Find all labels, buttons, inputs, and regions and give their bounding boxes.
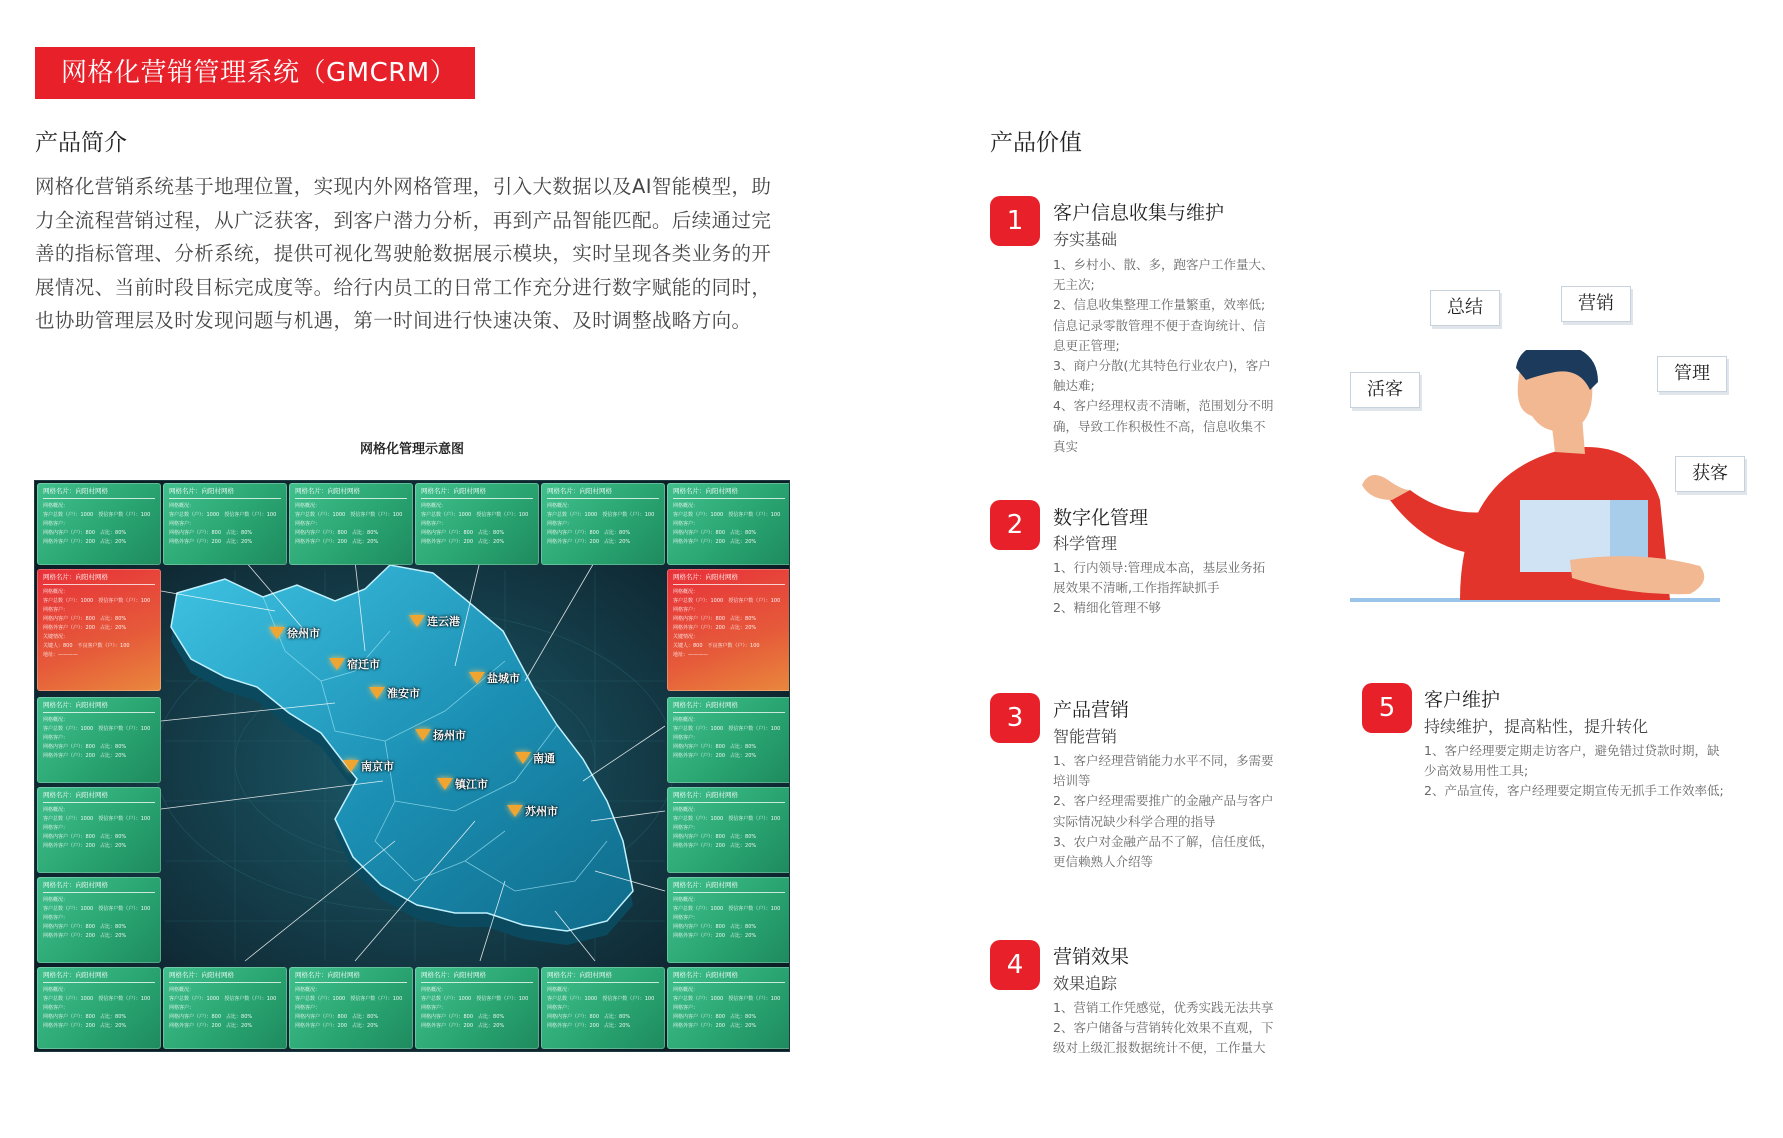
grid-card-line: 网格外客户（户）：200 占比：20% [43, 843, 127, 849]
grid-card-line: 网格客户： [673, 1005, 699, 1011]
grid-card-title: 网格名片：向阳村网格 [421, 971, 533, 983]
value-description [1053, 255, 1313, 457]
grid-card-title: 网格名片：向阳村网格 [295, 487, 407, 499]
grid-card-line: 客户总数（户）：1000 授信客户数（户）：100 [43, 726, 151, 732]
city-label: 南京市 [361, 760, 394, 773]
grid-card-title: 网格名片：向阳村网格 [673, 487, 785, 499]
grid-card-line: 网格概况： [43, 503, 69, 509]
grid-card [667, 967, 790, 1049]
description-line: 触达难; [1053, 378, 1095, 394]
grid-card-title: 网格名片：向阳村网格 [673, 971, 785, 983]
value-subtitle: 科学管理 [1053, 534, 1118, 553]
grid-card-line: 关键情况： [43, 634, 69, 640]
value-title: 客户维护 [1424, 689, 1501, 711]
city-marker-icon [469, 672, 485, 684]
description-line: 1、乡村小、散、多，跑客户工作量大、 [1053, 257, 1274, 272]
grid-card-line: 网格概况： [43, 807, 69, 813]
grid-card-line: 网格概况： [43, 717, 69, 723]
city-label: 镇江市 [455, 778, 488, 791]
grid-card [37, 697, 161, 783]
grid-card-line: 网格客户： [43, 607, 69, 613]
grid-card-line: 网格外客户（户）：200 占比：20% [43, 539, 127, 545]
value-subtitle: 夯实基础 [1053, 230, 1118, 249]
grid-card [667, 697, 790, 783]
grid-card-line: 客户总数（户）：1000 授信客户数（户）：100 [43, 816, 151, 822]
grid-card [163, 483, 287, 565]
grid-card-line: 网格内客户（户）：800 占比：80% [43, 530, 127, 536]
grid-card-line: 网格外客户（户）：200 占比：20% [43, 753, 127, 759]
city-label: 宿迁市 [347, 658, 380, 671]
grid-card-line: 客户总数（户）：1000 授信客户数（户）：100 [295, 512, 403, 518]
grid-card-line: 客户总数（户）：1000 授信客户数（户）：100 [43, 512, 151, 518]
grid-card [163, 967, 287, 1049]
grid-card-line: 网格内客户（户）：800 占比：80% [673, 530, 757, 536]
grid-card [289, 483, 413, 565]
city-label: 盐城市 [487, 672, 520, 685]
grid-card [415, 483, 539, 565]
grid-card-line: 网格客户： [421, 1005, 447, 1011]
grid-card-title: 网格名片：向阳村网格 [547, 971, 659, 983]
grid-card-line: 网格内客户（户）：800 占比：80% [673, 924, 757, 930]
description-line: 1、营销工作凭感觉，优秀实践无法共享 [1053, 1000, 1274, 1015]
grid-card-line: 客户总数（户）：1000 授信客户数（户）：100 [673, 598, 781, 604]
grid-card-line: 网格客户： [43, 825, 69, 831]
grid-card-line: 网格概况： [295, 503, 321, 509]
value-description [1053, 558, 1313, 619]
grid-card-line: 网格内客户（户）：800 占比：80% [673, 834, 757, 840]
grid-card-line: 网格概况： [673, 589, 699, 595]
grid-card-line: 网格内客户（户）：800 占比：80% [673, 1014, 757, 1020]
grid-card-line: 网格内客户（户）：800 占比：80% [43, 616, 127, 622]
grid-card [667, 787, 790, 873]
grid-card-line: 网格概况： [169, 503, 195, 509]
grid-card-line: 地址：———— [673, 652, 709, 658]
grid-card-line: 网格客户： [43, 915, 69, 921]
grid-card-line: 网格外客户（户）：200 占比：20% [169, 539, 253, 545]
grid-card-title: 网格名片：向阳村网格 [43, 881, 155, 893]
value-description [1424, 741, 1764, 802]
grid-card-line: 网格内客户（户）：800 占比：80% [43, 924, 127, 930]
grid-card-line: 网格概况： [673, 717, 699, 723]
grid-card-line: 网格外客户（户）：200 占比：20% [169, 1023, 253, 1029]
grid-card-line: 网格内客户（户）：800 占比：80% [547, 1014, 631, 1020]
grid-card-title: 网格名片：向阳村网格 [43, 701, 155, 713]
grid-card-line: 客户总数（户）：1000 授信客户数（户）：100 [169, 512, 277, 518]
description-line: 真实 [1053, 438, 1079, 454]
description-line: 级对上级汇报数据统计不便，工作量大 [1053, 1040, 1266, 1056]
description-line: 实际情况缺少科学合理的指导 [1053, 813, 1216, 829]
grid-card-line: 网格客户： [295, 1005, 321, 1011]
grid-card-alert [667, 569, 790, 691]
value-description [1053, 751, 1313, 872]
grid-card-line: 客户总数（户）：1000 授信客户数（户）：100 [673, 726, 781, 732]
city-marker-icon [269, 627, 285, 639]
grid-card-line: 网格客户： [169, 1005, 195, 1011]
grid-card-line: 网格内客户（户）：800 占比：80% [547, 530, 631, 536]
grid-card-line: 网格客户： [673, 521, 699, 527]
grid-card-line: 网格客户： [295, 521, 321, 527]
value-subtitle: 效果追踪 [1053, 974, 1118, 993]
grid-card-line: 网格外客户（户）：200 占比：20% [295, 539, 379, 545]
city-label: 淮安市 [387, 687, 420, 700]
grid-card-line: 网格外客户（户）：200 占比：20% [673, 753, 757, 759]
grid-card-line: 客户总数（户）：1000 授信客户数（户）：100 [43, 906, 151, 912]
description-line: 2、客户储备与营销转化效果不直观，下 [1053, 1020, 1274, 1036]
description-line: 3、商户分散(尤其特色行业农户)，客户 [1053, 358, 1271, 374]
grid-card-line: 网格客户： [547, 521, 573, 527]
description-line: 2、精细化管理不够 [1053, 600, 1161, 616]
description-line: 培训等 [1053, 773, 1091, 789]
grid-card-line: 网格客户： [43, 735, 69, 741]
grid-card-title: 网格名片：向阳村网格 [673, 791, 785, 803]
grid-card [37, 483, 161, 565]
city-marker-icon [437, 778, 453, 790]
description-line: 1、客户经理营销能力水平不同，多需要 [1053, 753, 1274, 768]
grid-card-title: 网格名片：向阳村网格 [169, 487, 281, 499]
grid-card-line: 网格概况： [43, 987, 69, 993]
grid-card-line: 关键人：800 不良客户数（户）：100 [673, 643, 760, 649]
grid-card-line: 网格概况： [421, 987, 447, 993]
grid-card [541, 483, 665, 565]
grid-card-title: 网格名片：向阳村网格 [673, 573, 785, 585]
grid-card-line: 网格客户： [547, 1005, 573, 1011]
intro-heading: 产品简介 [35, 130, 127, 156]
grid-card [37, 787, 161, 873]
tag-acquire-customer: 获客 [1675, 456, 1745, 492]
value-number-badge: 5 [1362, 683, 1412, 733]
map-caption: 网格化管理示意图 [359, 442, 464, 457]
description-line: 2、产品宣传，客户经理要定期宣传无抓手工作效率低; [1424, 783, 1724, 799]
grid-card-line: 网格内客户（户）：800 占比：80% [421, 1014, 505, 1020]
grid-card-line: 网格概况： [43, 897, 69, 903]
city-label: 扬州市 [433, 729, 466, 742]
value-title: 营销效果 [1053, 946, 1130, 968]
grid-card-line: 网格概况： [673, 503, 699, 509]
grid-card-line: 网格内客户（户）：800 占比：80% [169, 1014, 253, 1020]
grid-card-line: 客户总数（户）：1000 授信客户数（户）：100 [673, 906, 781, 912]
grid-card-line: 网格外客户（户）：200 占比：20% [673, 539, 757, 545]
city-label: 南通 [533, 752, 555, 765]
description-line: 展效果不清晰,工作指挥缺抓手 [1053, 580, 1220, 596]
grid-card-line: 客户总数（户）：1000 授信客户数（户）：100 [421, 512, 529, 518]
grid-card [541, 967, 665, 1049]
grid-card-line: 客户总数（户）：1000 授信客户数（户）：100 [673, 816, 781, 822]
grid-card-line: 客户总数（户）：1000 授信客户数（户）：100 [43, 996, 151, 1002]
grid-card-line: 客户总数（户）：1000 授信客户数（户）：100 [547, 512, 655, 518]
city-marker-icon [409, 615, 425, 627]
grid-card-line: 网格外客户（户）：200 占比：20% [43, 1023, 127, 1029]
grid-card-line: 网格客户： [43, 1005, 69, 1011]
grid-card-line: 网格概况： [43, 589, 69, 595]
grid-map-figure [34, 480, 790, 1052]
grid-card-line: 网格外客户（户）：200 占比：20% [547, 539, 631, 545]
grid-card-line: 网格客户： [673, 915, 699, 921]
grid-card-line: 网格内客户（户）：800 占比：80% [169, 530, 253, 536]
grid-card-line: 网格客户： [673, 825, 699, 831]
city-marker-icon [507, 805, 523, 817]
tag-summary: 总结 [1430, 290, 1500, 326]
description-line: 信息记录零散管理不便于查询统计、信 [1053, 317, 1266, 333]
grid-card-line: 网格内客户（户）：800 占比：80% [43, 1014, 127, 1020]
grid-card-line: 关键情况： [673, 634, 699, 640]
grid-card-line: 网格外客户（户）：200 占比：20% [673, 843, 757, 849]
value-number-badge: 4 [990, 940, 1040, 990]
grid-card-line: 客户总数（户）：1000 授信客户数（户）：100 [673, 512, 781, 518]
description-line: 息更正管理; [1053, 337, 1120, 353]
grid-card-title: 网格名片：向阳村网格 [673, 881, 785, 893]
tag-activate-customer: 活客 [1350, 372, 1420, 408]
grid-card-line: 网格外客户（户）：200 占比：20% [295, 1023, 379, 1029]
page-title-banner: 网格化营销管理系统（GMCRM） [35, 47, 475, 99]
city-marker-icon [343, 760, 359, 772]
grid-card-line: 网格内客户（户）：800 占比：80% [673, 616, 757, 622]
grid-card [667, 483, 790, 565]
grid-card-line: 客户总数（户）：1000 授信客户数（户）：100 [43, 598, 151, 604]
tag-management: 管理 [1657, 356, 1727, 392]
description-line: 3、农户对金融产品不了解，信任度低， [1053, 833, 1274, 849]
grid-card-title: 网格名片：向阳村网格 [421, 487, 533, 499]
description-line: 2、客户经理需要推广的金融产品与客户 [1053, 793, 1274, 809]
grid-card-line: 客户总数（户）：1000 授信客户数（户）：100 [673, 996, 781, 1002]
grid-card-title: 网格名片：向阳村网格 [295, 971, 407, 983]
grid-card-line: 网格概况： [295, 987, 321, 993]
grid-card [37, 877, 161, 963]
grid-card-line: 网格外客户（户）：200 占比：20% [547, 1023, 631, 1029]
value-title: 客户信息收集与维护 [1053, 202, 1225, 224]
city-marker-icon [415, 729, 431, 741]
grid-card-title: 网格名片：向阳村网格 [43, 791, 155, 803]
grid-card-line: 网格外客户（户）：200 占比：20% [673, 1023, 757, 1029]
description-line: 少高效易用性工具; [1424, 763, 1529, 779]
grid-card-line: 客户总数（户）：1000 授信客户数（户）：100 [295, 996, 403, 1002]
city-label: 徐州市 [287, 627, 320, 640]
tag-marketing: 营销 [1561, 286, 1631, 322]
description-line: 无主次; [1053, 277, 1095, 293]
grid-card-line: 网格客户： [673, 607, 699, 613]
grid-card-line: 网格概况： [421, 503, 447, 509]
description-line: 1、客户经理要定期走访客户，避免错过贷款时期，缺 [1424, 743, 1720, 758]
grid-card [289, 967, 413, 1049]
grid-card-line: 网格概况： [673, 807, 699, 813]
grid-card-line: 网格概况： [673, 987, 699, 993]
grid-card-line: 网格内客户（户）：800 占比：80% [421, 530, 505, 536]
grid-card-line: 网格外客户（户）：200 占比：20% [673, 625, 757, 631]
grid-card-line: 网格外客户（户）：200 占比：20% [43, 625, 127, 631]
grid-card-line: 网格概况： [547, 987, 573, 993]
description-line: 确，导致工作积极性不高，信息收集不 [1053, 418, 1266, 434]
value-number-badge: 3 [990, 693, 1040, 743]
grid-card-alert [37, 569, 161, 691]
grid-card-title: 网格名片：向阳村网格 [169, 971, 281, 983]
grid-card [667, 877, 790, 963]
grid-card-line: 网格内客户（户）：800 占比：80% [295, 1014, 379, 1020]
city-label: 苏州市 [525, 805, 558, 818]
value-subtitle: 持续维护，提高粘性，提升转化 [1424, 717, 1649, 736]
grid-card-line: 客户总数（户）：1000 授信客户数（户）：100 [421, 996, 529, 1002]
grid-card-line: 网格概况： [169, 987, 195, 993]
value-heading: 产品价值 [990, 130, 1082, 156]
grid-card-line: 网格内客户（户）：800 占比：80% [673, 744, 757, 750]
description-line: 2、信息收集整理工作量繁重，效率低; [1053, 297, 1266, 313]
value-number-badge: 1 [990, 196, 1040, 246]
grid-card-title: 网格名片：向阳村网格 [43, 971, 155, 983]
grid-card-line: 地址：———— [43, 652, 79, 658]
grid-card-line: 网格内客户（户）：800 占比：80% [43, 834, 127, 840]
description-line: 4、客户经理权责不清晰，范围划分不明 [1053, 398, 1274, 414]
value-description [1053, 998, 1313, 1059]
grid-card-line: 网格客户： [421, 521, 447, 527]
grid-card-line: 客户总数（户）：1000 授信客户数（户）：100 [169, 996, 277, 1002]
grid-card-line: 网格客户： [43, 521, 69, 527]
grid-card-line: 网格外客户（户）：200 占比：20% [421, 1023, 505, 1029]
grid-card-line: 网格内客户（户）：800 占比：80% [43, 744, 127, 750]
grid-card-line: 网格内客户（户）：800 占比：80% [295, 530, 379, 536]
description-line: 更信赖熟人介绍等 [1053, 854, 1154, 870]
value-title: 数字化管理 [1053, 507, 1149, 529]
grid-card-line: 网格概况： [547, 503, 573, 509]
value-number-badge: 2 [990, 500, 1040, 550]
city-marker-icon [329, 658, 345, 670]
grid-card-line: 网格外客户（户）：200 占比：20% [43, 933, 127, 939]
grid-card-title: 网格名片：向阳村网格 [673, 701, 785, 713]
city-marker-icon [515, 752, 531, 764]
grid-card-line: 网格概况： [673, 897, 699, 903]
grid-card-line: 网格客户： [673, 735, 699, 741]
grid-card-line: 关键人：800 不良客户数（户）：100 [43, 643, 130, 649]
grid-card-line: 网格外客户（户）：200 占比：20% [673, 933, 757, 939]
grid-card-line: 网格外客户（户）：200 占比：20% [421, 539, 505, 545]
city-label: 连云港 [427, 615, 460, 628]
value-subtitle: 智能营销 [1053, 727, 1118, 746]
grid-card-line: 网格客户： [169, 521, 195, 527]
grid-card [415, 967, 539, 1049]
grid-card-title: 网格名片：向阳村网格 [43, 573, 155, 585]
description-line: 1、行内领导:管理成本高，基层业务拓 [1053, 560, 1266, 575]
grid-card-title: 网格名片：向阳村网格 [547, 487, 659, 499]
value-title: 产品营销 [1053, 699, 1130, 721]
grid-card-title: 网格名片：向阳村网格 [43, 487, 155, 499]
grid-card-line: 客户总数（户）：1000 授信客户数（户）：100 [547, 996, 655, 1002]
intro-paragraph: 网格化营销系统基于地理位置，实现内外网格管理，引入大数据以及AI智能模型，助力全流程营销过程，从广泛获客，到客户潜力分析，再到产品智能匹配。后续通过完善的指标管理、分析系统，提供可视化驾驶舱数据展示模块，实时呈现各类业务的开展情况、当前时段目标完成度等。给行内员工的日常工作充分进行数字赋能的同时，也协助管理层及时发现问题与机遇，第一时间进行快速决策、及时调整战略方向。 [35, 175, 772, 332]
city-marker-icon [369, 687, 385, 699]
grid-card [37, 967, 161, 1049]
